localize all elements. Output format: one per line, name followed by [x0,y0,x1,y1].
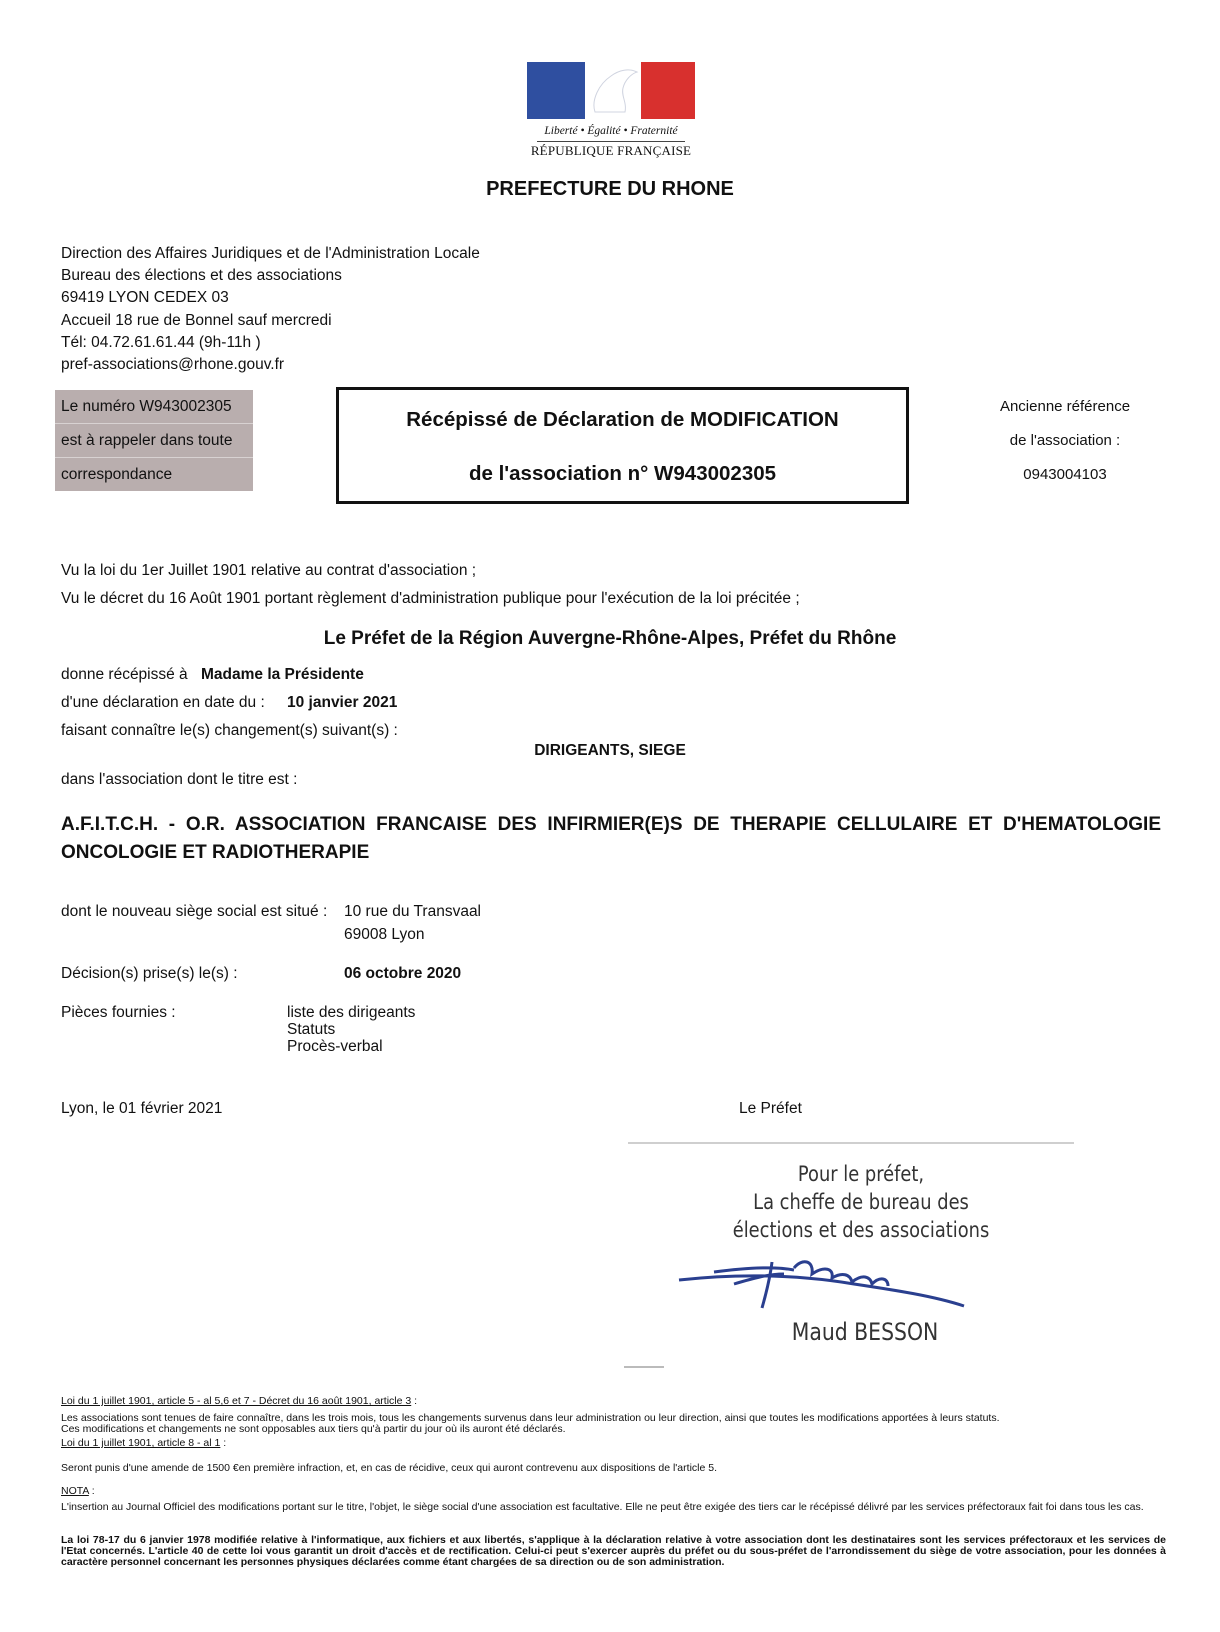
footer-text-3: L'insertion au Journal Officiel des modifications portant sur le titre, l'objet, le siège social d'une association est facultative. Elle ne peut être exigée des tiers car le récépissé délivré par les services préfectoraux fait foi dans tous les cas. [61,1501,1144,1513]
siege-city: 69008 Lyon [344,926,425,943]
receipt-title: Récépissé de Déclaration de MODIFICATION [406,408,839,431]
changes-label: faisant connaître le(s) changement(s) suivant(s) : [61,722,398,739]
list-item: Statuts [287,1021,336,1038]
prefet-heading: Le Préfet de la Région Auvergne-Rhône-Alpes, Préfet du Rhône [323,628,897,649]
declaration-date-value: 10 janvier 2021 [287,694,398,711]
marianne-profile-icon [585,62,641,119]
footer-ref-1: Loi du 1 juillet 1901, article 5 - al 5,6 et 7 - Décret du 16 août 1901, article 3 : [61,1395,418,1407]
place-date: Lyon, le 01 février 2021 [61,1100,223,1117]
recipient-value: Madame la Présidente [201,666,364,683]
siege-street: 10 rue du Transvaal [344,903,482,920]
address-line: Bureau des élections et des associations [61,267,342,285]
footer-text-1b: Ces modifications et changements ne sont opposables aux tiers qu'à partir du jour où ils auront été déclarés. [61,1423,566,1435]
title-label: dans l'association dont le titre est : [61,771,298,788]
legal-basis [61,557,800,613]
list-item: Procès-verbal [287,1038,383,1055]
pieces-list [287,1004,415,1055]
siege-label: dont le nouveau siège social est situé : [61,903,328,920]
marianne-logo [527,62,695,164]
republic-motto: Liberté • Égalité • Fraternité [544,125,678,137]
stamp-line: La cheffe de bureau des [753,1190,969,1214]
footer-text-4: La loi 78-17 du 6 janvier 1978 modifiée relative à l'informatique, aux fichiers et aux libertés, s'applique à la déclaration relative à votre association dont les destinataires sont les services préfectoraux et les services de l'Etat concernés. L'article 40 de cette loi vous garantit un droit d'accès et de rectification. Celui-ci peut s'exercer auprès du préfet ou du sous-préfet de l'arrondissement du siège de votre association, pour les données à caractère personnel concernant les personnes physiques déclarées comme étant chargées de sa direction ou de son administration. [61,1534,1166,1568]
legal-basis-line: Vu la loi du 1er Juillet 1901 relative au contrat d'association ; [61,562,477,579]
signatory-name: Maud BESSON [791,1318,939,1346]
handwritten-signature [674,1244,974,1324]
signature-stamp [624,1142,1074,1368]
old-reference-value: 0943004103 [1023,466,1107,483]
old-reference-label: Ancienne référence [999,398,1131,415]
address-line: 69419 LYON CEDEX 03 [61,289,229,307]
number-notice-line: correspondance [61,466,173,483]
old-reference [960,398,1170,500]
address-line: Accueil 18 rue de Bonnel sauf mercredi [61,311,332,329]
old-reference-label: de l'association : [1009,432,1121,449]
number-notice-box [55,390,253,491]
number-notice-line: Le numéro W943002305 [55,390,253,424]
receipt-title-box [336,387,909,504]
republic-name: RÉPUBLIQUE FRANÇAISE [530,143,692,158]
legal-basis-line: Vu le décret du 16 Août 1901 portant règlement d'administration publique pour l'exécution de la loi précitée ; [61,590,800,607]
changes-value: DIRIGEANTS, SIEGE [534,742,686,759]
association-number: de l'association n° W943002305 [468,462,777,485]
association-title: A.F.I.T.C.H. - O.R. ASSOCIATION FRANCAISE DES INFIRMIER(E)S DE THERAPIE CELLULAIRE ET D'HEMATOLOGIE ONCOLOGIE ET RADIOTHERAPIE [61,814,1161,863]
stamp-line: Pour le préfet, [797,1162,925,1186]
page-title: PREFECTURE DU RHONE [486,178,734,200]
decision-label: Décision(s) prise(s) le(s) : [61,965,238,982]
tricolor-flag [527,62,695,119]
number-notice-line: est à rappeler dans toute [55,424,253,458]
stamp-line: élections et des associations [732,1218,990,1242]
footer-ref-2: Loi du 1 juillet 1901, article 8 - al 1 : [61,1437,227,1449]
pieces-label: Pièces fournies : [61,1004,176,1021]
recipient-label: donne récépissé à [61,666,188,683]
declaration-date-label: d'une déclaration en date du : [61,694,265,711]
list-item: liste des dirigeants [287,1004,416,1021]
signatory-role: Le Préfet [739,1100,802,1117]
footer-nota: NOTA : [61,1485,95,1497]
email-address: pref-associations@rhone.gouv.fr [61,356,285,374]
footer-text-2: Seront punis d'une amende de 1500 €en première infraction, et, en cas de récidive, ceux qui auront contrevenu aux dispositions de l'article 5. [61,1462,717,1474]
address-line: Tél: 04.72.61.61.44 (9h-11h ) [61,333,261,351]
address-line: Direction des Affaires Juridiques et de l'Administration Locale [61,245,480,262]
address-block [61,243,480,376]
footer-text-1a: Les associations sont tenues de faire connaître, dans les trois mois, tous les changements survenus dans leur administration ou leur direction, ainsi que toutes les modifications apportées à leurs statuts. [61,1412,1000,1424]
decision-date: 06 octobre 2020 [344,965,462,982]
